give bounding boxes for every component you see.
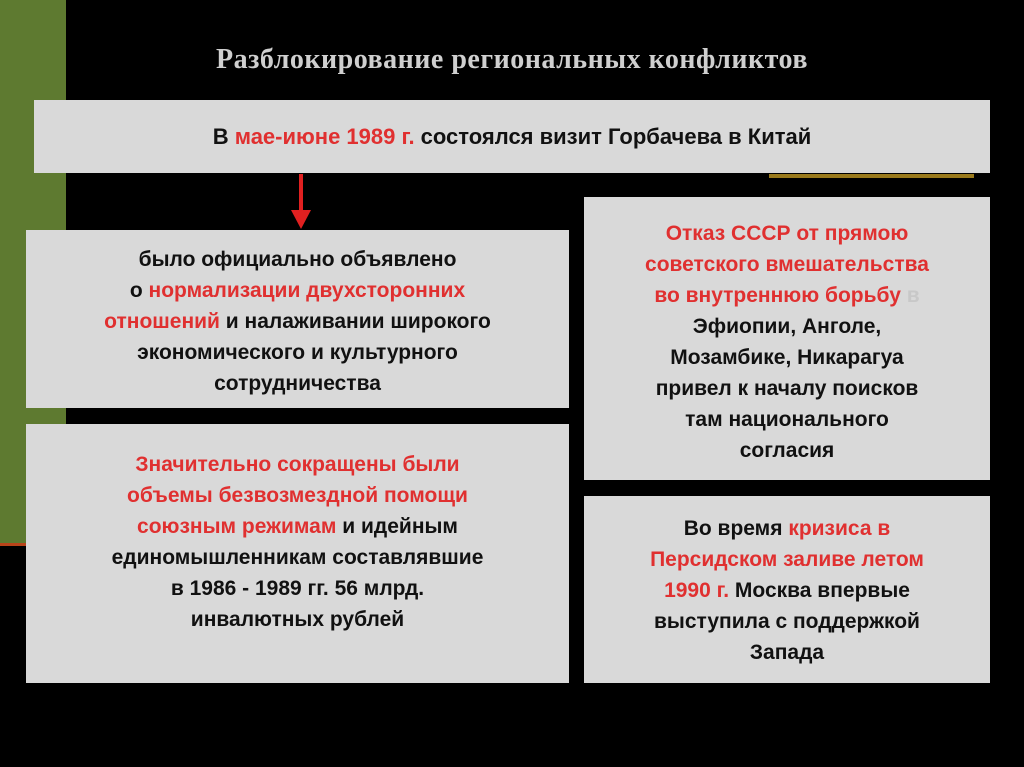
down-arrow-icon: [289, 174, 313, 230]
box2-line2: объемы безвозмездной помощи: [127, 484, 468, 507]
box4-line5: Запада: [749, 641, 825, 664]
box2-line1: Значительно сокращены были: [135, 453, 460, 476]
top-box: [34, 100, 990, 173]
slide-title: Разблокирование региональных конфликтов: [216, 44, 808, 75]
intervention-refusal-box: [584, 197, 990, 480]
box1-line4: экономического и культурного: [137, 341, 458, 364]
box4-line2: Персидском заливе летом: [650, 548, 924, 571]
gold-underline: [769, 174, 974, 178]
box3-line8: согласия: [739, 439, 835, 462]
box1-line5: сотрудничества: [214, 372, 381, 395]
normalization-box: [26, 230, 569, 408]
box1-line3: отношений и налаживании широкого: [104, 310, 491, 333]
box4-line4: выступила с поддержкой: [654, 610, 920, 633]
box1-line2: о нормализации двухсторонних: [129, 279, 466, 302]
gulf-crisis-box: [584, 496, 990, 683]
top-box-pre: В: [212, 124, 235, 149]
box3-line7: там национального: [685, 408, 889, 431]
top-box-date: мае-июне 1989 г.: [234, 124, 415, 149]
box3-line5: Мозамбике, Никарагуа: [670, 346, 904, 369]
box3-line3: во внутреннюю борьбу в: [654, 284, 920, 307]
box3-line6: привел к началу поисков: [655, 377, 919, 400]
accent-line: [0, 543, 26, 546]
box3-line4: Эфиопии, Анголе,: [692, 315, 882, 338]
aid-reduction-box: [26, 424, 569, 683]
box4-line3: 1990 г. Москва впервые: [664, 579, 910, 602]
box3-line1: Отказ СССР от прямою: [665, 222, 909, 245]
box2-line4: единомышленникам составлявшие: [111, 546, 484, 569]
top-box-post: состоялся визит Горбачева в Китай: [414, 124, 812, 149]
box2-line5: в 1986 - 1989 гг. 56 млрд.: [170, 577, 425, 600]
box2-line6: инвалютных рублей: [190, 608, 405, 631]
box3-line2: советского вмешательства: [645, 253, 929, 276]
box2-line3: союзным режимам и идейным: [137, 515, 458, 538]
box4-line1: Во время кризиса в: [683, 517, 891, 540]
box1-line1: было официально объявлено: [138, 248, 457, 271]
